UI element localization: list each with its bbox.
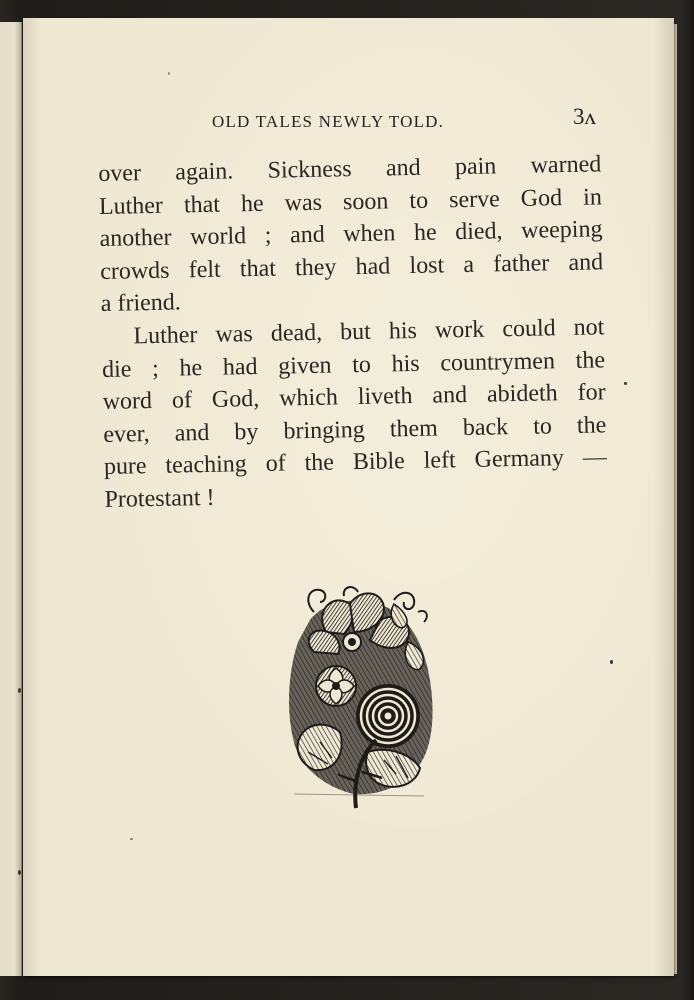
text-line: Luther was dead, but his work could not — [133, 314, 605, 350]
text-line: over again. Sickness and pain warned — [98, 151, 602, 187]
body-text — [98, 148, 625, 516]
paragraph-2 — [101, 311, 625, 517]
paper-speck — [130, 838, 133, 840]
running-head-title: OLD TALES NEWLY TOLD. — [212, 112, 445, 131]
paper-speck — [18, 688, 21, 693]
text-line: a friend. — [100, 289, 182, 318]
text-line: another world ; and when he died, weeping — [99, 216, 603, 253]
text-line: word of God, which liveth and abideth for — [102, 379, 606, 416]
floral-woodcut-icon — [284, 582, 436, 814]
paper-speck — [168, 72, 170, 75]
paper-speck — [624, 382, 627, 385]
page-number: 3ᴧ — [573, 104, 596, 129]
text-line: Luther that he was soon to serve God in — [98, 183, 603, 220]
text-line: die ; he had given to his countrymen the — [101, 346, 606, 383]
text-line: pure teaching of the Bible left Germany — — [103, 444, 608, 481]
left-page-edge — [0, 22, 22, 976]
paper-speck — [18, 870, 21, 875]
text-line: ever, and by bringing them back to the — [103, 412, 607, 448]
running-header — [0, 104, 694, 134]
paragraph-1 — [98, 148, 621, 321]
text-line: Protestant ! — [104, 484, 215, 513]
text-line: crowds felt that they had lost a father and — [99, 249, 604, 285]
paper-speck — [610, 660, 613, 664]
